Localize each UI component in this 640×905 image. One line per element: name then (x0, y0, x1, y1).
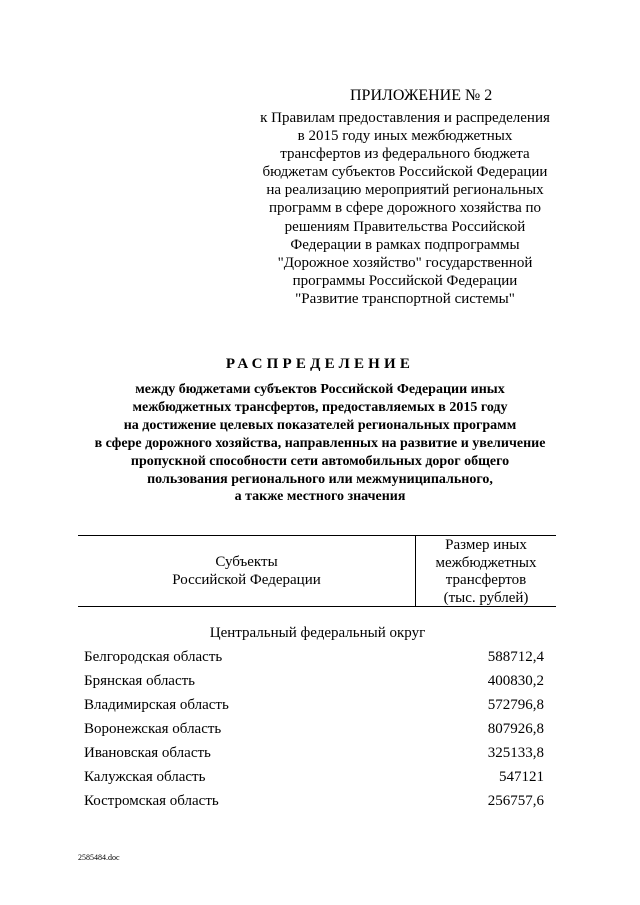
annex-subtitle-line: бюджетам субъектов Российской Федерации (262, 164, 548, 181)
transfer-amount: 256757,6 (487, 793, 544, 809)
column-header-line: (тыс. рублей) (443, 589, 529, 606)
subheading-line: в сфере дорожного хозяйства, направленных на развитие и увеличение (94, 435, 546, 451)
annex-subtitle-line: в 2015 году иных межбюджетных (297, 128, 513, 145)
table-row (84, 696, 544, 720)
column-header-line: Размер иных (445, 537, 527, 553)
table-body (84, 648, 544, 816)
footer-file-name: 2585484.doc (78, 853, 120, 862)
annex-subtitle-line: "Развитие транспортной системы" (295, 290, 515, 307)
subheading-line: на достижение целевых показателей региональных программ (123, 417, 517, 433)
column-header-line: межбюджетных (435, 554, 537, 571)
annex-subtitle-line: трансфертов из федерального бюджета (280, 146, 530, 163)
annex-subtitle (260, 109, 550, 308)
region-name: Ивановская область (84, 745, 211, 761)
district-heading: Центральный федеральный округ (209, 625, 426, 641)
annex-subtitle-line: к Правилам предоставления и распределения (260, 110, 550, 126)
subheading-line: пропускной способности сети автомобильных дорог общего (130, 453, 510, 469)
region-name: Калужская область (84, 769, 206, 785)
column-header-line: Субъекты (215, 554, 278, 570)
subheading-line: между бюджетами субъектов Российской Федерации иных (135, 382, 505, 397)
annex-subtitle-line: программы Российской Федерации (292, 272, 518, 289)
subheading-line: а также местного значения (234, 489, 406, 505)
table-row (84, 672, 544, 696)
annex-subtitle-line: программ в сфере дорожного хозяйства по (268, 200, 542, 217)
transfer-amount: 400830,2 (487, 673, 544, 689)
region-name: Воронежская область (84, 721, 222, 737)
table-row (84, 744, 544, 768)
region-name: Костромская область (84, 793, 219, 809)
annex-subtitle-line: "Дорожное хозяйство" государственной (277, 254, 533, 271)
table-top-rule (78, 535, 556, 536)
annex-subtitle-line: Федерации в рамках подпрограммы (290, 236, 520, 253)
table-row (84, 648, 544, 672)
transfer-amount: 325133,8 (487, 745, 544, 761)
table-row (84, 768, 544, 792)
table-row (84, 792, 544, 816)
region-name: Владимирская область (84, 697, 229, 713)
column-header-line: трансфертов (445, 572, 527, 588)
annex-subtitle-line: решениям Правительства Российской (284, 218, 526, 235)
transfer-amount: 588712,4 (487, 649, 544, 665)
column-header-amount (416, 537, 556, 607)
region-name: Белгородская область (84, 649, 223, 665)
column-header-line: Российской Федерации (172, 572, 321, 588)
document-heading: РАСПРЕДЕЛЕНИЕ (225, 356, 415, 372)
annex-title: ПРИЛОЖЕНИЕ № 2 (350, 87, 493, 104)
table-row (84, 720, 544, 744)
annex-subtitle-line: на реализацию мероприятий региональных (266, 182, 544, 199)
subheading-line: пользования регионального или межмуниципального, (147, 471, 493, 487)
document-subheading (0, 381, 640, 506)
subheading-line: межбюджетных трансфертов, предоставляемых в 2015 году (132, 399, 508, 415)
column-header-subjects (78, 553, 415, 589)
transfer-amount: 807926,8 (487, 721, 544, 737)
region-name: Брянская область (84, 673, 196, 689)
transfer-amount: 572796,8 (487, 697, 544, 713)
transfer-amount: 547121 (499, 769, 544, 785)
